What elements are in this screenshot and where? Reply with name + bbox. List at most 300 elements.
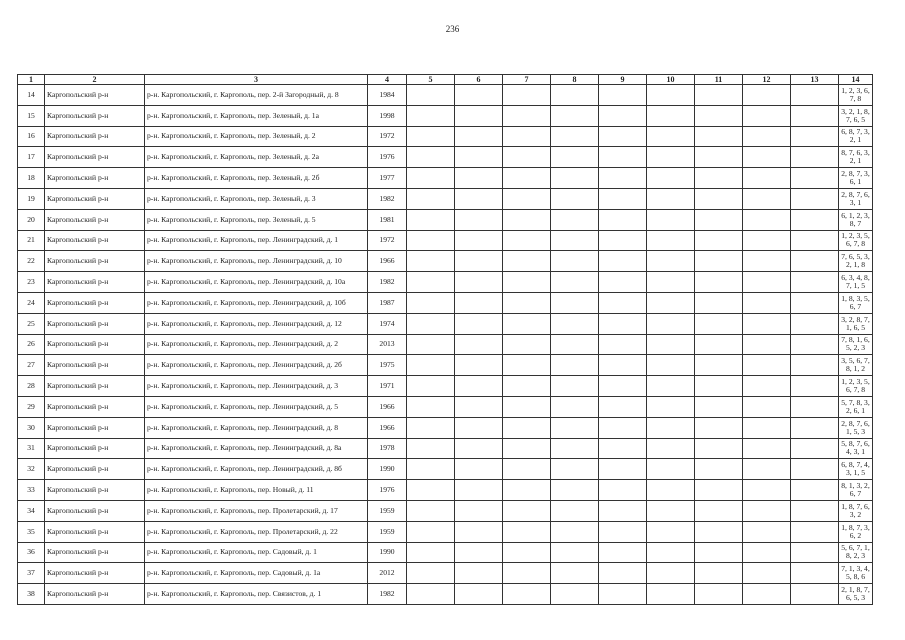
empty-cell: [647, 521, 695, 542]
empty-cell: [455, 105, 503, 126]
codes-cell: 6, 3, 4, 8, 7, 1, 5: [839, 272, 873, 293]
column-header: 5: [407, 75, 455, 85]
empty-cell: [551, 168, 599, 189]
district-cell: Каргопольский р-н: [45, 292, 145, 313]
empty-cell: [695, 230, 743, 251]
empty-cell: [743, 376, 791, 397]
row-number-cell: 26: [18, 334, 45, 355]
empty-cell: [695, 251, 743, 272]
empty-cell: [599, 85, 647, 106]
empty-cell: [503, 584, 551, 605]
codes-cell: 8, 7, 6, 3, 2, 1: [839, 147, 873, 168]
table-row: [18, 500, 873, 521]
row-number-cell: 30: [18, 417, 45, 438]
table-body: [18, 85, 873, 605]
table-row: [18, 126, 873, 147]
district-cell: Каргопольский р-н: [45, 584, 145, 605]
year-cell: 1966: [368, 396, 407, 417]
address-cell: р-н. Каргопольский, г. Каргополь, пер. Садовый, д. 1: [145, 542, 368, 563]
empty-cell: [743, 417, 791, 438]
empty-cell: [791, 459, 839, 480]
empty-cell: [647, 376, 695, 397]
empty-cell: [695, 188, 743, 209]
empty-cell: [743, 188, 791, 209]
empty-cell: [791, 85, 839, 106]
address-cell: р-н. Каргопольский, г. Каргополь, пер. Зеленый, д. 5: [145, 209, 368, 230]
empty-cell: [647, 313, 695, 334]
codes-cell: 8, 1, 3, 2, 6, 7: [839, 480, 873, 501]
empty-cell: [503, 480, 551, 501]
empty-cell: [503, 438, 551, 459]
empty-cell: [743, 459, 791, 480]
empty-cell: [695, 334, 743, 355]
empty-cell: [455, 272, 503, 293]
row-number-cell: 18: [18, 168, 45, 189]
column-header: 10: [647, 75, 695, 85]
empty-cell: [599, 313, 647, 334]
empty-cell: [503, 459, 551, 480]
address-cell: р-н. Каргопольский, г. Каргополь, пер. Связистов, д. 1: [145, 584, 368, 605]
row-number-cell: 29: [18, 396, 45, 417]
year-cell: 1976: [368, 147, 407, 168]
row-number-cell: 23: [18, 272, 45, 293]
empty-cell: [551, 334, 599, 355]
district-cell: Каргопольский р-н: [45, 334, 145, 355]
empty-cell: [647, 480, 695, 501]
codes-cell: 7, 1, 3, 4, 5, 8, 6: [839, 563, 873, 584]
address-cell: р-н. Каргопольский, г. Каргополь, пер. Ленинградский, д. 8б: [145, 459, 368, 480]
address-cell: р-н. Каргопольский, г. Каргополь, пер. Ленинградский, д. 10а: [145, 272, 368, 293]
codes-cell: 1, 2, 3, 5, 6, 7, 8: [839, 230, 873, 251]
empty-cell: [743, 563, 791, 584]
empty-cell: [503, 209, 551, 230]
empty-cell: [647, 272, 695, 293]
empty-cell: [647, 292, 695, 313]
empty-cell: [695, 480, 743, 501]
table-row: [18, 105, 873, 126]
district-cell: Каргопольский р-н: [45, 105, 145, 126]
empty-cell: [503, 105, 551, 126]
year-cell: 1987: [368, 292, 407, 313]
column-header: 9: [599, 75, 647, 85]
empty-cell: [791, 188, 839, 209]
district-cell: Каргопольский р-н: [45, 272, 145, 293]
empty-cell: [503, 396, 551, 417]
table-row: [18, 563, 873, 584]
table-row: [18, 376, 873, 397]
empty-cell: [455, 459, 503, 480]
row-number-cell: 38: [18, 584, 45, 605]
empty-cell: [551, 126, 599, 147]
empty-cell: [551, 438, 599, 459]
row-number-cell: 19: [18, 188, 45, 209]
empty-cell: [503, 500, 551, 521]
district-cell: Каргопольский р-н: [45, 209, 145, 230]
empty-cell: [599, 272, 647, 293]
column-header: 1: [18, 75, 45, 85]
address-cell: р-н. Каргопольский, г. Каргополь, пер. Пролетарский, д. 22: [145, 521, 368, 542]
address-cell: р-н. Каргопольский, г. Каргополь, пер. Ленинградский, д. 10б: [145, 292, 368, 313]
codes-cell: 5, 6, 7, 1, 8, 2, 3: [839, 542, 873, 563]
district-cell: Каргопольский р-н: [45, 188, 145, 209]
empty-cell: [647, 438, 695, 459]
empty-cell: [695, 355, 743, 376]
empty-cell: [455, 168, 503, 189]
empty-cell: [647, 355, 695, 376]
codes-cell: 1, 8, 7, 6, 3, 2: [839, 500, 873, 521]
table-row: [18, 85, 873, 106]
empty-cell: [647, 459, 695, 480]
empty-cell: [647, 209, 695, 230]
empty-cell: [551, 292, 599, 313]
year-cell: 1981: [368, 209, 407, 230]
year-cell: 1984: [368, 85, 407, 106]
empty-cell: [407, 480, 455, 501]
empty-cell: [551, 209, 599, 230]
row-number-cell: 28: [18, 376, 45, 397]
district-cell: Каргопольский р-н: [45, 438, 145, 459]
empty-cell: [551, 376, 599, 397]
empty-cell: [791, 521, 839, 542]
district-cell: Каргопольский р-н: [45, 376, 145, 397]
address-cell: р-н. Каргопольский, г. Каргополь, пер. Зеленый, д. 2а: [145, 147, 368, 168]
codes-cell: 2, 1, 8, 7, 6, 5, 3: [839, 584, 873, 605]
district-cell: Каргопольский р-н: [45, 85, 145, 106]
table-row: [18, 459, 873, 480]
row-number-cell: 36: [18, 542, 45, 563]
row-number-cell: 15: [18, 105, 45, 126]
empty-cell: [599, 376, 647, 397]
address-cell: р-н. Каргопольский, г. Каргополь, пер. Ленинградский, д. 8а: [145, 438, 368, 459]
column-header: 14: [839, 75, 873, 85]
empty-cell: [455, 500, 503, 521]
column-header: 11: [695, 75, 743, 85]
empty-cell: [455, 355, 503, 376]
empty-cell: [599, 355, 647, 376]
address-cell: р-н. Каргопольский, г. Каргополь, пер. Пролетарский, д. 17: [145, 500, 368, 521]
empty-cell: [743, 168, 791, 189]
empty-cell: [599, 251, 647, 272]
codes-cell: 5, 8, 7, 6, 4, 3, 1: [839, 438, 873, 459]
empty-cell: [791, 147, 839, 168]
year-cell: 1959: [368, 521, 407, 542]
empty-cell: [551, 251, 599, 272]
empty-cell: [551, 230, 599, 251]
empty-cell: [695, 105, 743, 126]
empty-cell: [455, 584, 503, 605]
district-cell: Каргопольский р-н: [45, 396, 145, 417]
table-row: [18, 355, 873, 376]
empty-cell: [743, 313, 791, 334]
empty-cell: [791, 292, 839, 313]
empty-cell: [407, 355, 455, 376]
year-cell: 1974: [368, 313, 407, 334]
column-header: 7: [503, 75, 551, 85]
codes-cell: 1, 2, 3, 5, 6, 7, 8: [839, 376, 873, 397]
empty-cell: [455, 126, 503, 147]
empty-cell: [407, 251, 455, 272]
empty-cell: [455, 417, 503, 438]
table-row: [18, 147, 873, 168]
empty-cell: [551, 584, 599, 605]
year-cell: 1975: [368, 355, 407, 376]
address-cell: р-н. Каргопольский, г. Каргополь, пер. Садовый, д. 1а: [145, 563, 368, 584]
row-number-cell: 14: [18, 85, 45, 106]
empty-cell: [455, 334, 503, 355]
year-cell: 1990: [368, 459, 407, 480]
empty-cell: [695, 85, 743, 106]
empty-cell: [455, 188, 503, 209]
empty-cell: [743, 272, 791, 293]
empty-cell: [599, 542, 647, 563]
empty-cell: [791, 584, 839, 605]
empty-cell: [407, 272, 455, 293]
empty-cell: [503, 542, 551, 563]
empty-cell: [407, 376, 455, 397]
empty-cell: [695, 584, 743, 605]
table-row: [18, 584, 873, 605]
empty-cell: [743, 480, 791, 501]
table-header-row: [18, 75, 873, 85]
row-number-cell: 31: [18, 438, 45, 459]
district-cell: Каргопольский р-н: [45, 542, 145, 563]
year-cell: 1972: [368, 126, 407, 147]
address-cell: р-н. Каргопольский, г. Каргополь, пер. 2-й Загородный, д. 8: [145, 85, 368, 106]
empty-cell: [743, 584, 791, 605]
empty-cell: [791, 376, 839, 397]
empty-cell: [743, 500, 791, 521]
empty-cell: [647, 542, 695, 563]
table-row: [18, 168, 873, 189]
year-cell: 1972: [368, 230, 407, 251]
address-cell: р-н. Каргопольский, г. Каргополь, пер. Ленинградский, д. 2: [145, 334, 368, 355]
empty-cell: [551, 563, 599, 584]
housing-registry-table: [17, 74, 873, 605]
codes-cell: 1, 8, 7, 3, 6, 2: [839, 521, 873, 542]
empty-cell: [743, 126, 791, 147]
empty-cell: [743, 147, 791, 168]
district-cell: Каргопольский р-н: [45, 480, 145, 501]
column-header: 2: [45, 75, 145, 85]
empty-cell: [503, 126, 551, 147]
empty-cell: [599, 105, 647, 126]
empty-cell: [743, 396, 791, 417]
empty-cell: [503, 376, 551, 397]
empty-cell: [407, 313, 455, 334]
empty-cell: [647, 126, 695, 147]
empty-cell: [407, 168, 455, 189]
year-cell: 1971: [368, 376, 407, 397]
empty-cell: [695, 209, 743, 230]
table-row: [18, 334, 873, 355]
empty-cell: [599, 417, 647, 438]
page-number: 236: [445, 24, 460, 34]
empty-cell: [791, 126, 839, 147]
empty-cell: [647, 168, 695, 189]
year-cell: 1982: [368, 272, 407, 293]
empty-cell: [407, 147, 455, 168]
empty-cell: [743, 334, 791, 355]
empty-cell: [407, 500, 455, 521]
address-cell: р-н. Каргопольский, г. Каргополь, пер. Ленинградский, д. 8: [145, 417, 368, 438]
codes-cell: 5, 7, 8, 3, 2, 6, 1: [839, 396, 873, 417]
empty-cell: [407, 126, 455, 147]
empty-cell: [695, 376, 743, 397]
empty-cell: [455, 292, 503, 313]
empty-cell: [599, 584, 647, 605]
empty-cell: [407, 584, 455, 605]
address-cell: р-н. Каргопольский, г. Каргополь, пер. Зеленый, д. 2: [145, 126, 368, 147]
empty-cell: [551, 355, 599, 376]
codes-cell: 6, 8, 7, 4, 3, 1, 5: [839, 459, 873, 480]
row-number-cell: 24: [18, 292, 45, 313]
empty-cell: [407, 542, 455, 563]
empty-cell: [695, 272, 743, 293]
table-row: [18, 313, 873, 334]
empty-cell: [695, 521, 743, 542]
empty-cell: [407, 459, 455, 480]
empty-cell: [599, 168, 647, 189]
empty-cell: [551, 105, 599, 126]
empty-cell: [503, 355, 551, 376]
empty-cell: [503, 147, 551, 168]
table-row: [18, 521, 873, 542]
row-number-cell: 17: [18, 147, 45, 168]
empty-cell: [455, 85, 503, 106]
empty-cell: [407, 563, 455, 584]
empty-cell: [455, 438, 503, 459]
empty-cell: [791, 417, 839, 438]
address-cell: р-н. Каргопольский, г. Каргополь, пер. Ленинградский, д. 1: [145, 230, 368, 251]
year-cell: 1976: [368, 480, 407, 501]
empty-cell: [695, 542, 743, 563]
empty-cell: [599, 188, 647, 209]
row-number-cell: 21: [18, 230, 45, 251]
empty-cell: [551, 542, 599, 563]
table-row: [18, 209, 873, 230]
empty-cell: [647, 584, 695, 605]
empty-cell: [503, 272, 551, 293]
empty-cell: [743, 209, 791, 230]
empty-cell: [599, 521, 647, 542]
empty-cell: [791, 355, 839, 376]
codes-cell: 6, 8, 7, 3, 2, 1: [839, 126, 873, 147]
empty-cell: [503, 334, 551, 355]
empty-cell: [599, 334, 647, 355]
empty-cell: [407, 438, 455, 459]
empty-cell: [791, 168, 839, 189]
empty-cell: [743, 292, 791, 313]
empty-cell: [455, 521, 503, 542]
column-header: 13: [791, 75, 839, 85]
empty-cell: [599, 230, 647, 251]
empty-cell: [551, 480, 599, 501]
table-row: [18, 272, 873, 293]
empty-cell: [551, 459, 599, 480]
empty-cell: [503, 168, 551, 189]
empty-cell: [407, 292, 455, 313]
empty-cell: [599, 438, 647, 459]
address-cell: р-н. Каргопольский, г. Каргополь, пер. Зеленый, д. 2б: [145, 168, 368, 189]
row-number-cell: 37: [18, 563, 45, 584]
year-cell: 1977: [368, 168, 407, 189]
empty-cell: [743, 521, 791, 542]
empty-cell: [743, 85, 791, 106]
empty-cell: [455, 396, 503, 417]
empty-cell: [791, 209, 839, 230]
empty-cell: [599, 126, 647, 147]
empty-cell: [503, 563, 551, 584]
empty-cell: [647, 417, 695, 438]
row-number-cell: 20: [18, 209, 45, 230]
column-header: 12: [743, 75, 791, 85]
empty-cell: [503, 313, 551, 334]
empty-cell: [791, 563, 839, 584]
empty-cell: [503, 521, 551, 542]
empty-cell: [599, 563, 647, 584]
empty-cell: [647, 500, 695, 521]
codes-cell: 3, 2, 1, 8, 7, 6, 5: [839, 105, 873, 126]
address-cell: р-н. Каргопольский, г. Каргополь, пер. Ленинградский, д. 5: [145, 396, 368, 417]
empty-cell: [695, 563, 743, 584]
empty-cell: [503, 417, 551, 438]
empty-cell: [551, 147, 599, 168]
empty-cell: [503, 251, 551, 272]
table-row: [18, 417, 873, 438]
address-cell: р-н. Каргопольский, г. Каргополь, пер. Ленинградский, д. 2б: [145, 355, 368, 376]
empty-cell: [455, 209, 503, 230]
empty-cell: [599, 500, 647, 521]
district-cell: Каргопольский р-н: [45, 563, 145, 584]
empty-cell: [407, 396, 455, 417]
empty-cell: [455, 376, 503, 397]
codes-cell: 1, 8, 3, 5, 6, 7: [839, 292, 873, 313]
year-cell: 1966: [368, 417, 407, 438]
address-cell: р-н. Каргопольский, г. Каргополь, пер. Зеленый, д. 1а: [145, 105, 368, 126]
district-cell: Каргопольский р-н: [45, 521, 145, 542]
empty-cell: [551, 417, 599, 438]
column-header: 6: [455, 75, 503, 85]
empty-cell: [695, 438, 743, 459]
table-row: [18, 396, 873, 417]
empty-cell: [791, 230, 839, 251]
empty-cell: [599, 292, 647, 313]
table-row: [18, 230, 873, 251]
year-cell: 1978: [368, 438, 407, 459]
district-cell: Каргопольский р-н: [45, 230, 145, 251]
year-cell: 1990: [368, 542, 407, 563]
empty-cell: [695, 147, 743, 168]
empty-cell: [791, 542, 839, 563]
address-cell: р-н. Каргопольский, г. Каргополь, пер. Новый, д. 11: [145, 480, 368, 501]
empty-cell: [695, 500, 743, 521]
empty-cell: [743, 355, 791, 376]
year-cell: 2013: [368, 334, 407, 355]
year-cell: 1998: [368, 105, 407, 126]
codes-cell: 7, 6, 5, 3, 2, 1, 8: [839, 251, 873, 272]
empty-cell: [743, 251, 791, 272]
empty-cell: [407, 230, 455, 251]
empty-cell: [695, 126, 743, 147]
empty-cell: [599, 396, 647, 417]
empty-cell: [695, 313, 743, 334]
empty-cell: [551, 85, 599, 106]
address-cell: р-н. Каргопольский, г. Каргополь, пер. Ленинградский, д. 3: [145, 376, 368, 397]
empty-cell: [599, 147, 647, 168]
empty-cell: [647, 251, 695, 272]
year-cell: 1982: [368, 584, 407, 605]
empty-cell: [695, 417, 743, 438]
